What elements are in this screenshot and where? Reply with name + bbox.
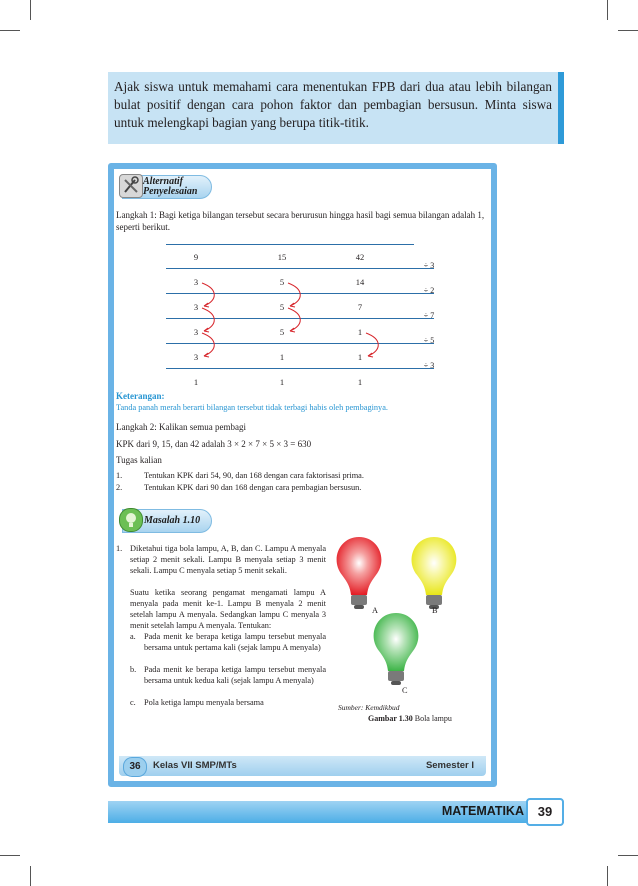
- crop-mark: [0, 855, 20, 856]
- table-cell: 1: [357, 352, 363, 362]
- caption-label: Gambar 1.30: [368, 714, 413, 723]
- table-cell: 42: [355, 252, 365, 262]
- figure-caption: [368, 713, 452, 725]
- keterangan-text: Tanda panah merah berarti bilangan tersebut tidak terbagi habis oleh pembaginya.: [116, 403, 388, 412]
- table-cell: 1: [357, 377, 363, 387]
- keterangan-label: Keterangan:: [116, 391, 165, 401]
- question-text: Pada menit ke berapa ketiga lampu tersebut menyala bersama untuk pertama kali (sejak lampu A menyala): [144, 632, 326, 652]
- table-cell: 1: [357, 327, 363, 337]
- table-cell: 3: [193, 352, 199, 362]
- red-arrow: [202, 308, 214, 331]
- table-cell: 3: [193, 302, 199, 312]
- bulb-label-a: A: [372, 606, 378, 615]
- subject-label: MATEMATIKA: [441, 804, 524, 818]
- divisor-label: ÷ 3: [423, 361, 435, 370]
- crop-mark: [0, 30, 20, 31]
- bulb-b: [412, 537, 457, 609]
- table-cell: 1: [279, 377, 285, 387]
- red-arrow: [288, 308, 300, 331]
- crop-mark: [607, 0, 608, 20]
- red-arrows: [114, 169, 491, 409]
- red-arrow: [366, 333, 378, 356]
- inner-page: [108, 163, 497, 787]
- inner-footer: [119, 756, 486, 776]
- crop-mark: [30, 0, 31, 20]
- red-arrow: [202, 283, 214, 306]
- masalah-title: Masalah 1.10: [144, 515, 201, 526]
- step1-text: Langkah 1: Bagi ketiga bilangan tersebut secara berurusun hingga hasil bagi semua bilangan adalah 1, seperti berikut.: [116, 210, 485, 232]
- table-cell: 1: [279, 352, 285, 362]
- problem-intro: Diketahui tiga bola lampu, A, B, dan C. Lampu A menyala setiap 2 menit sekali. Lampu B menyala setiap 3 menit sekali. Lampu C menyala setiap 5 menit sekali.: [130, 544, 326, 575]
- instruction-text: Ajak siswa untuk memahami cara menentukan FPB dari dua atau lebih bilangan bulat positif dengan cara pohon faktor dan pembagian bersusun. Minta siswa untuk melengkapi bagian yang berupa titik-titik.: [114, 79, 552, 130]
- question-letter: a.: [130, 632, 136, 641]
- table-cell: 3: [193, 327, 199, 337]
- crop-mark: [618, 30, 638, 31]
- alternatif-line1: Alternatif: [143, 176, 184, 187]
- table-cell: 7: [357, 302, 363, 312]
- bulbs-illustration: [334, 535, 474, 695]
- red-arrow: [288, 283, 300, 306]
- page-number: 39: [526, 798, 564, 826]
- kpk-result: KPK dari 9, 15, dan 42 adalah 3 × 2 × 7 × 5 × 3 = 630: [116, 439, 312, 449]
- image-source: Sumber: Kemdikbud: [338, 703, 400, 712]
- divisor-label: ÷ 7: [423, 311, 435, 320]
- bulb-label-c: C: [402, 686, 408, 695]
- question-letter: b.: [130, 665, 137, 674]
- red-arrow: [202, 333, 214, 356]
- lightbulb-icon: [119, 508, 143, 532]
- caption-text: Bola lampu: [412, 714, 452, 723]
- instruction-box: [108, 72, 564, 144]
- page-footer: [108, 801, 564, 823]
- task-number: 2.: [116, 483, 123, 492]
- bulb-label-b: B: [432, 606, 438, 615]
- question-text: Pada menit ke berapa ketiga lampu tersebut menyala bersama untuk kedua kali (sejak lampu A menyala): [144, 665, 326, 685]
- step2-text: Langkah 2: Kalikan semua pembagi: [116, 422, 246, 432]
- footer-semester: Semester I: [425, 760, 474, 771]
- divisor-label: ÷ 2: [423, 286, 435, 295]
- table-cell: 15: [277, 252, 287, 262]
- footer-class: Kelas VII SMP/MTs: [153, 760, 237, 771]
- crop-mark: [618, 855, 638, 856]
- table-cell: 9: [193, 252, 199, 262]
- task-number: 1.: [116, 471, 123, 480]
- problem-para2: Suatu ketika seorang pengamat mengamati lampu A menyala pada menit ke-1. Lampu B menyala 2 menit setelah lampu A menyala. Sedangkan lampu C menyala 3 menit setelah lampu A menyala. Tentukan:: [130, 588, 326, 630]
- crop-mark: [30, 866, 31, 886]
- question-text: Pola ketiga lampu menyala bersama: [144, 698, 264, 707]
- bulb-c: [374, 613, 419, 685]
- problem-number: 1.: [116, 544, 123, 553]
- task-text: Tentukan KPK dari 90 dan 168 dengan cara pembagian bersusun.: [144, 483, 362, 492]
- divisor-label: ÷ 3: [423, 261, 435, 270]
- table-cell: 1: [193, 377, 199, 387]
- table-cell: 5: [279, 302, 285, 312]
- table-cell: 3: [193, 277, 199, 287]
- bulb-a: [337, 537, 382, 609]
- inner-page-number: 36: [123, 757, 147, 777]
- alternatif-line2: Penyelesaian: [143, 186, 198, 197]
- task-text: Tentukan KPK dari 54, 90, dan 168 dengan cara faktorisasi prima.: [144, 471, 364, 480]
- table-cell: 14: [355, 277, 365, 287]
- table-cell: 5: [279, 277, 285, 287]
- question-letter: c.: [130, 698, 136, 707]
- divisor-label: ÷ 5: [423, 336, 435, 345]
- crop-mark: [607, 866, 608, 886]
- table-cell: 5: [279, 327, 285, 337]
- tugas-heading: Tugas kalian: [116, 455, 162, 465]
